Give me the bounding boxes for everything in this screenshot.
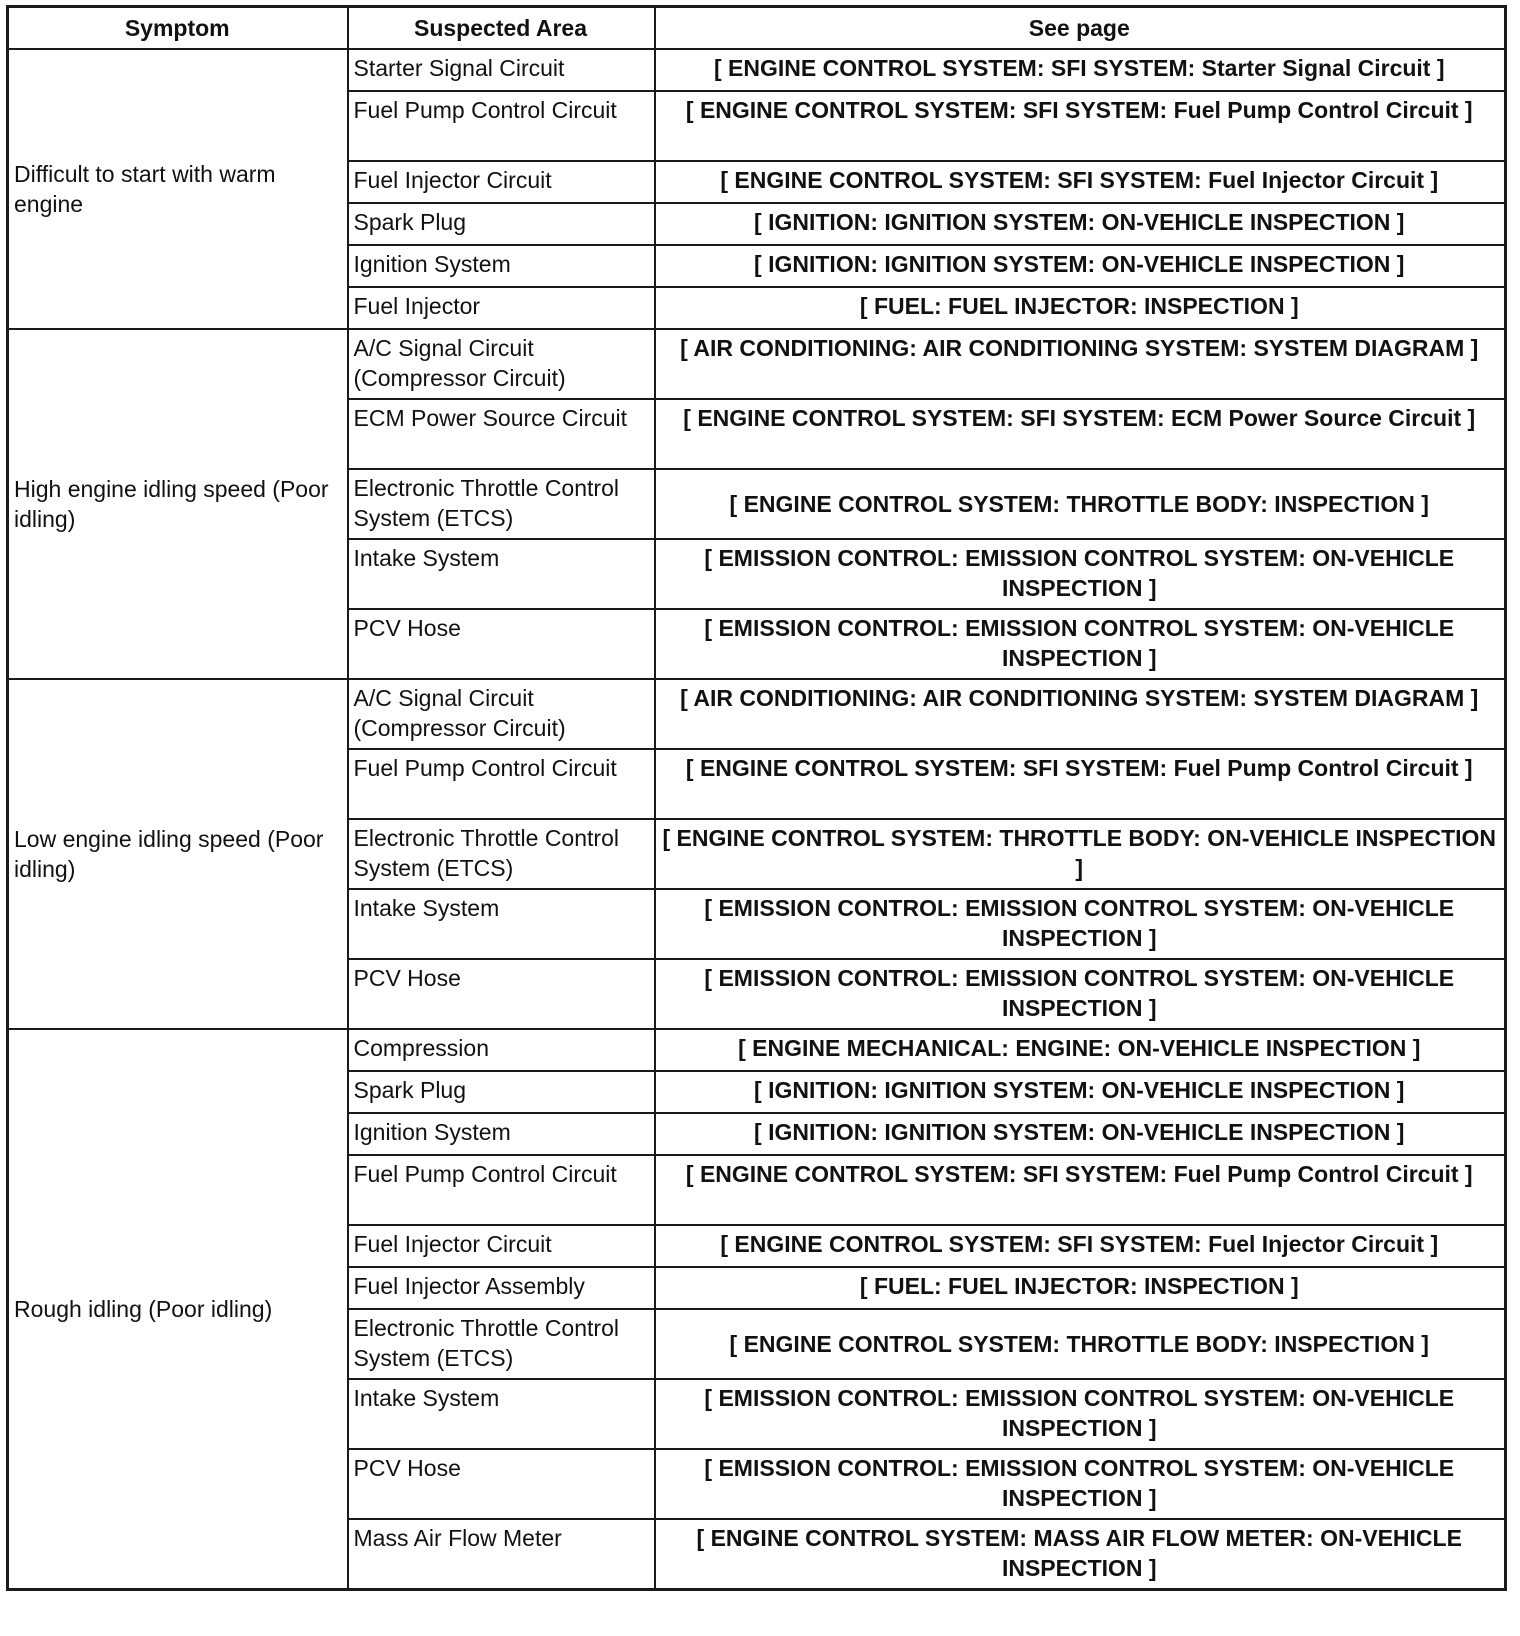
suspected-area-cell: Mass Air Flow Meter (348, 1519, 655, 1590)
suspected-area-cell: Intake System (348, 539, 655, 609)
table-row (8, 1029, 1506, 1071)
suspected-area-cell: Fuel Injector (348, 287, 655, 329)
see-page-link[interactable]: [ ENGINE CONTROL SYSTEM: THROTTLE BODY: INSPECTION ] (655, 469, 1506, 539)
see-page-link[interactable]: [ ENGINE CONTROL SYSTEM: SFI SYSTEM: Fuel Pump Control Circuit ] (655, 749, 1506, 819)
see-page-link[interactable]: [ IGNITION: IGNITION SYSTEM: ON-VEHICLE INSPECTION ] (655, 1071, 1506, 1113)
suspected-area-cell: PCV Hose (348, 1449, 655, 1519)
see-page-link[interactable]: [ EMISSION CONTROL: EMISSION CONTROL SYSTEM: ON-VEHICLE INSPECTION ] (655, 609, 1506, 679)
see-page-link[interactable]: [ ENGINE MECHANICAL: ENGINE: ON-VEHICLE INSPECTION ] (655, 1029, 1506, 1071)
see-page-link[interactable]: [ ENGINE CONTROL SYSTEM: THROTTLE BODY: INSPECTION ] (655, 1309, 1506, 1379)
see-page-link[interactable]: [ EMISSION CONTROL: EMISSION CONTROL SYSTEM: ON-VEHICLE INSPECTION ] (655, 1379, 1506, 1449)
suspected-area-cell: Ignition System (348, 1113, 655, 1155)
symptom-table (6, 5, 1507, 1591)
symptom-cell: Rough idling (Poor idling) (8, 1029, 348, 1590)
suspected-area-cell: Starter Signal Circuit (348, 49, 655, 91)
diagnosis-sheet (6, 5, 1504, 1591)
see-page-link[interactable]: [ AIR CONDITIONING: AIR CONDITIONING SYSTEM: SYSTEM DIAGRAM ] (655, 329, 1506, 399)
suspected-area-cell: Ignition System (348, 245, 655, 287)
suspected-area-cell: ECM Power Source Circuit (348, 399, 655, 469)
suspected-area-cell: Electronic Throttle Control System (ETCS) (348, 1309, 655, 1379)
see-page-link[interactable]: [ EMISSION CONTROL: EMISSION CONTROL SYSTEM: ON-VEHICLE INSPECTION ] (655, 889, 1506, 959)
see-page-link[interactable]: [ IGNITION: IGNITION SYSTEM: ON-VEHICLE INSPECTION ] (655, 1113, 1506, 1155)
see-page-link[interactable]: [ ENGINE CONTROL SYSTEM: SFI SYSTEM: ECM Power Source Circuit ] (655, 399, 1506, 469)
table-row (8, 49, 1506, 91)
suspected-area-cell: Electronic Throttle Control System (ETCS) (348, 469, 655, 539)
suspected-area-cell: Electronic Throttle Control System (ETCS) (348, 819, 655, 889)
suspected-area-cell: Spark Plug (348, 1071, 655, 1113)
see-page-link[interactable]: [ ENGINE CONTROL SYSTEM: SFI SYSTEM: Fuel Injector Circuit ] (655, 161, 1506, 203)
suspected-area-cell: Fuel Pump Control Circuit (348, 91, 655, 161)
see-page-link[interactable]: [ ENGINE CONTROL SYSTEM: THROTTLE BODY: ON-VEHICLE INSPECTION ] (655, 819, 1506, 889)
symptom-cell: Difficult to start with warm engine (8, 49, 348, 329)
suspected-area-cell: Compression (348, 1029, 655, 1071)
see-page-link[interactable]: [ FUEL: FUEL INJECTOR: INSPECTION ] (655, 287, 1506, 329)
suspected-area-cell: A/C Signal Circuit (Compressor Circuit) (348, 329, 655, 399)
suspected-area-cell: Fuel Injector Assembly (348, 1267, 655, 1309)
suspected-area-cell: PCV Hose (348, 959, 655, 1029)
header-suspected-area: Suspected Area (348, 7, 655, 50)
see-page-link[interactable]: [ FUEL: FUEL INJECTOR: INSPECTION ] (655, 1267, 1506, 1309)
see-page-link[interactable]: [ ENGINE CONTROL SYSTEM: SFI SYSTEM: Fuel Pump Control Circuit ] (655, 1155, 1506, 1225)
see-page-link[interactable]: [ IGNITION: IGNITION SYSTEM: ON-VEHICLE INSPECTION ] (655, 203, 1506, 245)
symptom-cell: High engine idling speed (Poor idling) (8, 329, 348, 679)
see-page-link[interactable]: [ EMISSION CONTROL: EMISSION CONTROL SYSTEM: ON-VEHICLE INSPECTION ] (655, 1449, 1506, 1519)
suspected-area-cell: Fuel Pump Control Circuit (348, 749, 655, 819)
header-see-page: See page (655, 7, 1506, 50)
suspected-area-cell: Fuel Pump Control Circuit (348, 1155, 655, 1225)
see-page-link[interactable]: [ ENGINE CONTROL SYSTEM: SFI SYSTEM: Fuel Injector Circuit ] (655, 1225, 1506, 1267)
table-row (8, 329, 1506, 399)
see-page-link[interactable]: [ ENGINE CONTROL SYSTEM: SFI SYSTEM: Starter Signal Circuit ] (655, 49, 1506, 91)
see-page-link[interactable]: [ ENGINE CONTROL SYSTEM: SFI SYSTEM: Fuel Pump Control Circuit ] (655, 91, 1506, 161)
see-page-link[interactable]: [ IGNITION: IGNITION SYSTEM: ON-VEHICLE INSPECTION ] (655, 245, 1506, 287)
see-page-link[interactable]: [ EMISSION CONTROL: EMISSION CONTROL SYSTEM: ON-VEHICLE INSPECTION ] (655, 959, 1506, 1029)
see-page-link[interactable]: [ AIR CONDITIONING: AIR CONDITIONING SYSTEM: SYSTEM DIAGRAM ] (655, 679, 1506, 749)
suspected-area-cell: Intake System (348, 1379, 655, 1449)
suspected-area-cell: Fuel Injector Circuit (348, 1225, 655, 1267)
suspected-area-cell: Fuel Injector Circuit (348, 161, 655, 203)
see-page-link[interactable]: [ EMISSION CONTROL: EMISSION CONTROL SYSTEM: ON-VEHICLE INSPECTION ] (655, 539, 1506, 609)
symptom-cell: Low engine idling speed (Poor idling) (8, 679, 348, 1029)
suspected-area-cell: PCV Hose (348, 609, 655, 679)
table-row (8, 679, 1506, 749)
header-row (8, 7, 1506, 50)
suspected-area-cell: A/C Signal Circuit (Compressor Circuit) (348, 679, 655, 749)
suspected-area-cell: Spark Plug (348, 203, 655, 245)
see-page-link[interactable]: [ ENGINE CONTROL SYSTEM: MASS AIR FLOW METER: ON-VEHICLE INSPECTION ] (655, 1519, 1506, 1590)
header-symptom: Symptom (8, 7, 348, 50)
suspected-area-cell: Intake System (348, 889, 655, 959)
